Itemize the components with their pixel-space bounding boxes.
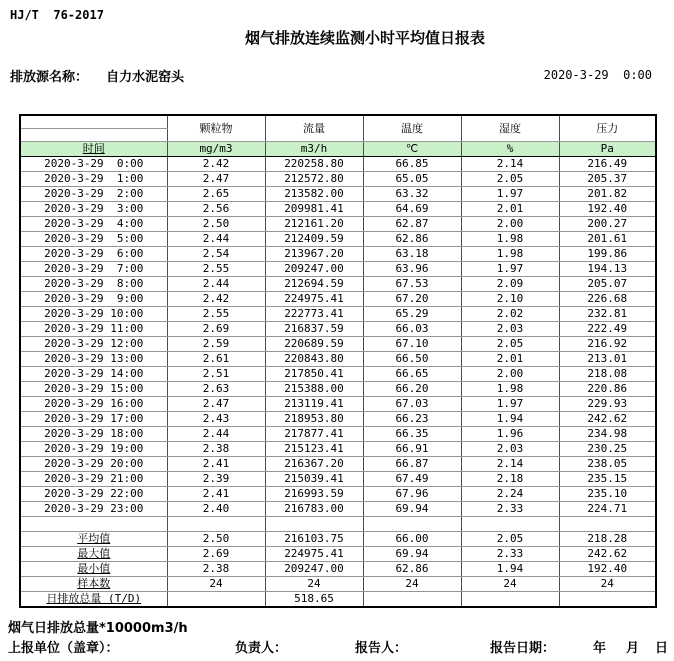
value-cell: 66.91 [363,442,461,457]
data-row [20,502,656,517]
time-cell: 2020-3-29 2:00 [20,187,167,202]
value-cell: 2.10 [461,292,559,307]
value-cell: 65.05 [363,172,461,187]
value-cell: 2.24 [461,487,559,502]
value-cell: 69.94 [363,502,461,517]
column-header-humidity: 湿度 [461,115,559,142]
time-cell: 2020-3-29 23:00 [20,502,167,517]
day-label: 日 [655,641,669,656]
value-cell: 66.50 [363,352,461,367]
summary-value-cell: 24 [559,577,656,592]
summary-value-cell: 24 [461,577,559,592]
emission-source-name: 排放源名称： 自力水泥窑头 [10,70,185,85]
value-cell: 2.02 [461,307,559,322]
value-cell: 2.43 [167,412,265,427]
time-cell: 2020-3-29 20:00 [20,457,167,472]
data-row [20,217,656,232]
report-table-body [20,157,656,608]
spacer-cell [265,517,363,532]
value-cell: 199.86 [559,247,656,262]
value-cell: 209247.00 [265,262,363,277]
time-cell: 2020-3-29 17:00 [20,412,167,427]
summary-value-cell: 24 [167,577,265,592]
value-cell: 2.54 [167,247,265,262]
unit-cell-flow: m3/h [265,142,363,157]
summary-value-cell [167,592,265,608]
summary-value-cell: 2.50 [167,532,265,547]
data-row [20,307,656,322]
time-cell: 2020-3-29 19:00 [20,442,167,457]
value-cell: 224975.41 [265,292,363,307]
column-header-flow: 流量 [265,115,363,142]
data-row [20,382,656,397]
value-cell: 66.03 [363,322,461,337]
value-cell: 212161.20 [265,217,363,232]
summary-value-cell: 518.65 [265,592,363,608]
value-cell: 1.97 [461,187,559,202]
spacer-cell [363,517,461,532]
value-cell: 2.38 [167,442,265,457]
value-cell: 242.62 [559,412,656,427]
value-cell: 220.86 [559,382,656,397]
value-cell: 63.32 [363,187,461,202]
column-header-particulate: 颗粒物 [167,115,265,142]
column-header-pressure: 压力 [559,115,656,142]
value-cell: 67.10 [363,337,461,352]
value-cell: 234.98 [559,427,656,442]
value-cell: 66.35 [363,427,461,442]
time-cell: 2020-3-29 13:00 [20,352,167,367]
summary-value-cell: 66.00 [363,532,461,547]
value-cell: 67.53 [363,277,461,292]
time-cell: 2020-3-29 1:00 [20,172,167,187]
value-cell: 213582.00 [265,187,363,202]
value-cell: 200.27 [559,217,656,232]
data-row [20,457,656,472]
value-cell: 2.05 [461,172,559,187]
value-cell: 1.97 [461,262,559,277]
value-cell: 2.42 [167,157,265,172]
summary-value-cell: 2.05 [461,532,559,547]
value-cell: 220258.80 [265,157,363,172]
header-blank-cell [20,129,167,142]
value-cell: 201.61 [559,232,656,247]
summary-value-cell: 224975.41 [265,547,363,562]
summary-value-cell [461,592,559,608]
data-row [20,427,656,442]
value-cell: 2.18 [461,472,559,487]
summary-value-cell: 218.28 [559,532,656,547]
value-cell: 2.03 [461,442,559,457]
year-label: 年 [593,641,607,656]
summary-row [20,562,656,577]
time-cell: 2020-3-29 12:00 [20,337,167,352]
value-cell: 2.56 [167,202,265,217]
value-cell: 67.49 [363,472,461,487]
summary-value-cell: 1.94 [461,562,559,577]
spacer-cell [559,517,656,532]
month-label: 月 [626,641,640,656]
value-cell: 2.44 [167,427,265,442]
value-cell: 216.92 [559,337,656,352]
data-row [20,277,656,292]
summary-label-cell: 日排放总量 (T/D) [20,592,167,608]
value-cell: 2.14 [461,457,559,472]
summary-row [20,577,656,592]
time-cell: 2020-3-29 0:00 [20,157,167,172]
value-cell: 2.55 [167,262,265,277]
value-cell: 222.49 [559,322,656,337]
summary-value-cell: 2.33 [461,547,559,562]
data-row [20,322,656,337]
value-cell: 2.41 [167,487,265,502]
value-cell: 1.98 [461,232,559,247]
report-timestamp: 2020-3-29 0:00 [543,68,652,82]
time-cell: 2020-3-29 10:00 [20,307,167,322]
time-cell: 2020-3-29 14:00 [20,367,167,382]
column-header-temperature: 温度 [363,115,461,142]
data-row [20,157,656,172]
value-cell: 2.00 [461,367,559,382]
summary-label-cell: 样本数 [20,577,167,592]
value-cell: 2.09 [461,277,559,292]
summary-row [20,547,656,562]
value-cell: 2.69 [167,322,265,337]
value-cell: 2.40 [167,502,265,517]
value-cell: 2.44 [167,232,265,247]
value-cell: 2.47 [167,172,265,187]
value-cell: 220843.80 [265,352,363,367]
value-cell: 215123.41 [265,442,363,457]
value-cell: 212694.59 [265,277,363,292]
value-cell: 201.82 [559,187,656,202]
value-cell: 1.97 [461,397,559,412]
data-row [20,337,656,352]
time-cell: 2020-3-29 3:00 [20,202,167,217]
manager-label: 负责人： [235,641,288,656]
data-row [20,232,656,247]
unit-cell-pressure: Pa [559,142,656,157]
value-cell: 229.93 [559,397,656,412]
value-cell: 215388.00 [265,382,363,397]
time-cell: 2020-3-29 9:00 [20,292,167,307]
time-cell: 2020-3-29 21:00 [20,472,167,487]
value-cell: 2.65 [167,187,265,202]
value-cell: 67.03 [363,397,461,412]
value-cell: 209981.41 [265,202,363,217]
spacer-row [20,517,656,532]
data-row [20,352,656,367]
value-cell: 1.98 [461,247,559,262]
report-table [19,114,657,608]
data-row [20,412,656,427]
value-cell: 218.08 [559,367,656,382]
value-cell: 205.37 [559,172,656,187]
value-cell: 216367.20 [265,457,363,472]
time-cell: 2020-3-29 18:00 [20,427,167,442]
value-cell: 238.05 [559,457,656,472]
summary-value-cell: 209247.00 [265,562,363,577]
summary-value-cell: 2.69 [167,547,265,562]
value-cell: 216993.59 [265,487,363,502]
report-unit-label: 上报单位（盖章）： [8,641,119,656]
spacer-cell [167,517,265,532]
summary-value-cell: 192.40 [559,562,656,577]
page-title: 烟气排放连续监测小时平均值日报表 [244,29,485,47]
summary-row [20,532,656,547]
value-cell: 66.65 [363,367,461,382]
value-cell: 213967.20 [265,247,363,262]
value-cell: 2.44 [167,277,265,292]
value-cell: 224.71 [559,502,656,517]
summary-label-cell: 最大值 [20,547,167,562]
value-cell: 222773.41 [265,307,363,322]
data-row [20,247,656,262]
value-cell: 216.49 [559,157,656,172]
total-emission-note: 烟气日排放总量*10000m3/h [8,621,188,636]
summary-value-cell: 2.38 [167,562,265,577]
unit-cell-temperature: ℃ [363,142,461,157]
summary-label-cell: 平均值 [20,532,167,547]
summary-value-cell: 62.86 [363,562,461,577]
reporter-label: 报告人： [355,641,408,656]
summary-label-cell: 最小值 [20,562,167,577]
value-cell: 63.96 [363,262,461,277]
summary-value-cell: 24 [363,577,461,592]
value-cell: 1.94 [461,412,559,427]
value-cell: 67.20 [363,292,461,307]
value-cell: 212572.80 [265,172,363,187]
data-row [20,172,656,187]
unit-row [20,142,656,157]
value-cell: 1.98 [461,382,559,397]
value-cell: 2.55 [167,307,265,322]
value-cell: 230.25 [559,442,656,457]
value-cell: 2.33 [461,502,559,517]
value-cell: 2.61 [167,352,265,367]
data-row [20,397,656,412]
summary-value-cell: 216103.75 [265,532,363,547]
value-cell: 213.01 [559,352,656,367]
data-row [20,487,656,502]
value-cell: 216837.59 [265,322,363,337]
value-cell: 205.07 [559,277,656,292]
summary-value-cell [363,592,461,608]
data-row [20,472,656,487]
unit-cell-particulate: mg/m3 [167,142,265,157]
value-cell: 2.01 [461,352,559,367]
value-cell: 2.39 [167,472,265,487]
value-cell: 192.40 [559,202,656,217]
data-row [20,202,656,217]
time-cell: 2020-3-29 11:00 [20,322,167,337]
spacer-cell [20,517,167,532]
standard-code: HJ/T 76-2017 [10,8,104,22]
value-cell: 2.47 [167,397,265,412]
value-cell: 235.10 [559,487,656,502]
header-row-top [20,115,656,129]
value-cell: 235.15 [559,472,656,487]
value-cell: 65.29 [363,307,461,322]
value-cell: 62.86 [363,232,461,247]
value-cell: 63.18 [363,247,461,262]
time-cell: 2020-3-29 6:00 [20,247,167,262]
value-cell: 66.23 [363,412,461,427]
spacer-cell [461,517,559,532]
value-cell: 232.81 [559,307,656,322]
value-cell: 226.68 [559,292,656,307]
data-row [20,262,656,277]
value-cell: 2.05 [461,337,559,352]
value-cell: 66.87 [363,457,461,472]
value-cell: 67.96 [363,487,461,502]
time-cell: 2020-3-29 16:00 [20,397,167,412]
data-row [20,292,656,307]
time-cell: 2020-3-29 5:00 [20,232,167,247]
value-cell: 212409.59 [265,232,363,247]
value-cell: 215039.41 [265,472,363,487]
value-cell: 2.42 [167,292,265,307]
value-cell: 216783.00 [265,502,363,517]
time-cell: 2020-3-29 4:00 [20,217,167,232]
value-cell: 2.00 [461,217,559,232]
time-cell: 2020-3-29 8:00 [20,277,167,292]
value-cell: 218953.80 [265,412,363,427]
summary-value-cell: 242.62 [559,547,656,562]
value-cell: 2.59 [167,337,265,352]
summary-value-cell [559,592,656,608]
value-cell: 217877.41 [265,427,363,442]
value-cell: 2.41 [167,457,265,472]
value-cell: 2.63 [167,382,265,397]
value-cell: 213119.41 [265,397,363,412]
summary-value-cell: 69.94 [363,547,461,562]
unit-cell-humidity: % [461,142,559,157]
value-cell: 2.03 [461,322,559,337]
value-cell: 194.13 [559,262,656,277]
value-cell: 66.85 [363,157,461,172]
value-cell: 217850.41 [265,367,363,382]
summary-value-cell: 24 [265,577,363,592]
value-cell: 220689.59 [265,337,363,352]
time-cell: 2020-3-29 22:00 [20,487,167,502]
time-cell: 2020-3-29 15:00 [20,382,167,397]
value-cell: 2.50 [167,217,265,232]
value-cell: 1.96 [461,427,559,442]
summary-row [20,592,656,608]
time-cell: 2020-3-29 7:00 [20,262,167,277]
data-row [20,442,656,457]
time-column-header: 时间 [20,142,167,157]
value-cell: 66.20 [363,382,461,397]
report-date-label: 报告日期： [490,641,556,656]
value-cell: 2.01 [461,202,559,217]
value-cell: 64.69 [363,202,461,217]
data-row [20,187,656,202]
header-blank-cell [20,115,167,129]
value-cell: 62.87 [363,217,461,232]
data-row [20,367,656,382]
value-cell: 2.51 [167,367,265,382]
value-cell: 2.14 [461,157,559,172]
